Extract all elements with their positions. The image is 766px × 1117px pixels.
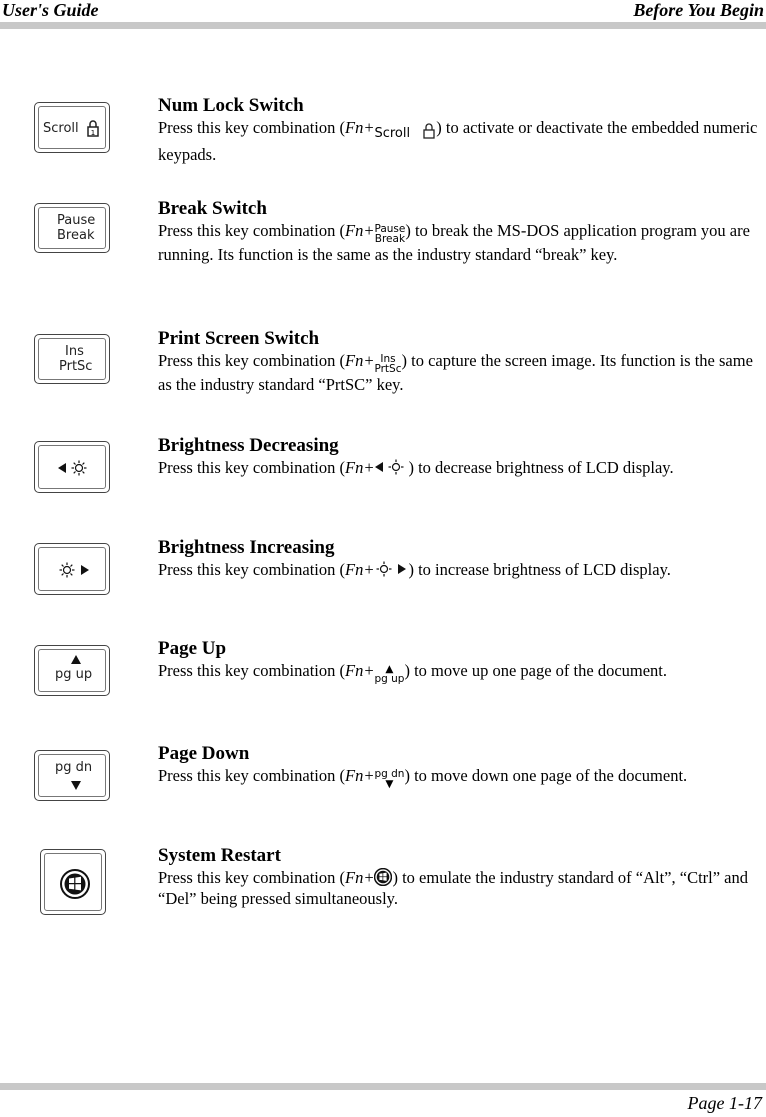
section-title: Page Up: [158, 638, 227, 659]
section-break: [158, 198, 758, 265]
scroll-lock-key: [34, 102, 110, 153]
page-down-key: [34, 750, 110, 801]
section-body: Press this key combination (Fn+ pg dn ▼ ) to move down one page of the document.: [158, 766, 688, 790]
section-body: Press this key combination (Fn+Scroll ) to activate or deactivate the embedded numeric keypads.: [158, 118, 758, 164]
windows-logo-icon: [374, 868, 392, 886]
section-body: Press this key combination (Fn+ ) to increase brightness of LCD display.: [158, 560, 671, 579]
lock-icon: [414, 123, 436, 139]
footer-rule: [0, 1083, 766, 1090]
section-brightness-increasing: [158, 537, 758, 580]
ins-prtsc-key: [34, 334, 110, 384]
svg-text:1: 1: [90, 129, 96, 137]
arrow-down-icon: ▼: [385, 778, 394, 790]
pause-break-key: [34, 203, 110, 253]
key-label: pg dn: [55, 760, 93, 775]
brightness-up-key: [34, 543, 110, 595]
arrow-up-icon: ▲: [385, 663, 394, 675]
key-label-line1: Pause: [57, 213, 96, 228]
inline-pause-break-key: Pause Break: [374, 223, 406, 245]
brightness-down-icon: [374, 459, 408, 475]
key-label-line1: Ins: [65, 344, 84, 359]
header-title-left: User's Guide: [2, 0, 99, 20]
brightness-up-icon: [374, 561, 408, 577]
key-label-line2: PrtSc: [59, 359, 93, 374]
brightness-up-icon: [57, 562, 91, 578]
arrow-down-icon: [71, 781, 81, 790]
header-rule: [0, 22, 766, 29]
header-title-right: Before You Begin: [633, 0, 764, 20]
section-body: Press this key combination (Fn+ Pause Break ) to break the MS-DOS application program you are running. Its function is the same as the industry standard “break” key.: [158, 221, 750, 264]
page-number: Page 1-17: [687, 1093, 762, 1113]
section-body: Press this key combination (Fn+ Ins PrtSc ) to capture the screen image. Its function is the same as the industry standard “PrtSC” key.: [158, 351, 753, 394]
arrow-up-icon: [71, 655, 81, 664]
scroll-key-label: Scroll: [43, 121, 79, 136]
brightness-down-icon: [57, 460, 91, 476]
inline-page-up-key: ▲ pg up: [374, 663, 405, 685]
section-page-down: [158, 743, 758, 789]
section-body: Press this key combination (Fn+ ▲ pg up ) to move up one page of the document.: [158, 661, 668, 685]
inline-ins-prtsc-key: Ins PrtSc: [374, 353, 402, 375]
section-body: Press this key combination (Fn+ ) to emulate the industry standard of “Alt”, “Ctrl” and “Del” being pressed simultaneously.: [158, 868, 749, 908]
section-title: Print Screen Switch: [158, 328, 320, 349]
inline-scroll-key: Scroll: [374, 123, 436, 144]
section-title: Brightness Increasing: [158, 537, 335, 558]
section-system-restart: [158, 845, 758, 909]
inline-page-down-key: pg dn ▼: [374, 768, 405, 790]
section-title: System Restart: [158, 845, 281, 866]
section-title: Brightness Decreasing: [158, 435, 339, 456]
key-label-line2: Break: [57, 228, 95, 243]
section-brightness-decreasing: [158, 435, 758, 478]
section-print-screen: [158, 328, 758, 395]
section-title: Page Down: [158, 743, 250, 764]
windows-logo-icon: [60, 869, 90, 899]
page-up-key: [34, 645, 110, 696]
section-page-up: [158, 638, 758, 684]
brightness-down-key: [34, 441, 110, 493]
section-body: Press this key combination (Fn+ ) to decrease brightness of LCD display.: [158, 458, 674, 477]
key-label: pg up: [55, 667, 93, 682]
section-title: Break Switch: [158, 198, 267, 219]
lock-icon: [87, 119, 99, 137]
windows-key: [40, 849, 106, 915]
section-num-lock: [158, 95, 758, 165]
section-title: Num Lock Switch: [158, 95, 304, 116]
